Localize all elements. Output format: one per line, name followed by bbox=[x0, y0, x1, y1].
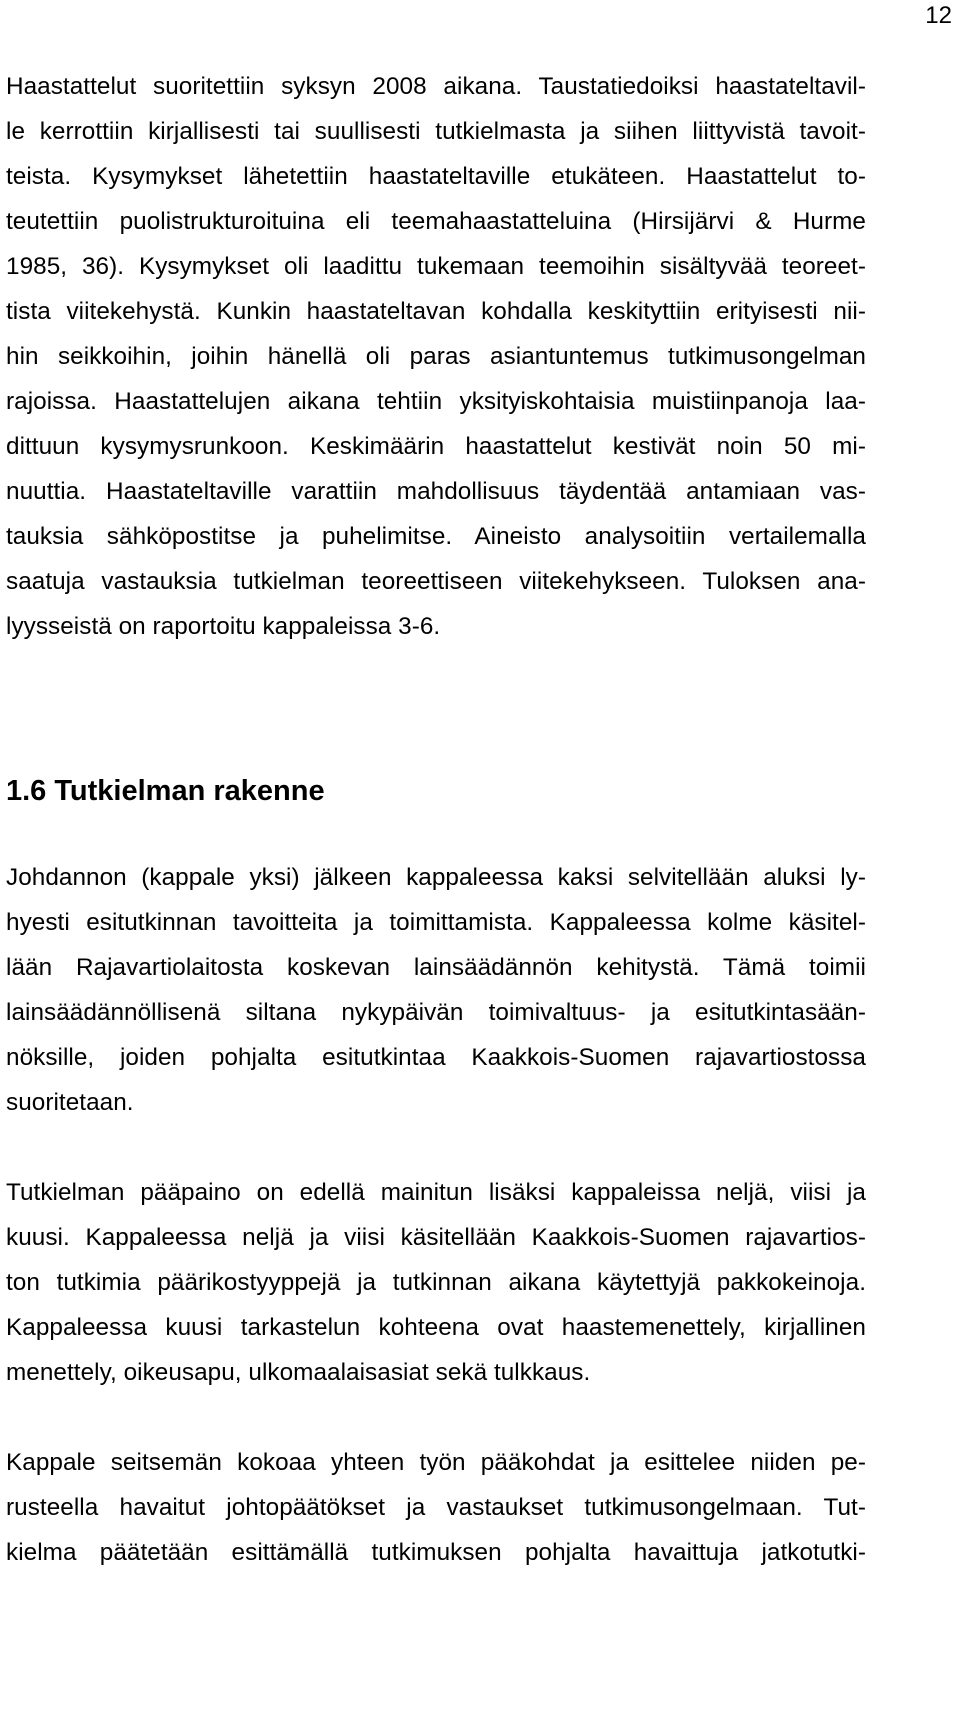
text-line: menettely, oikeusapu, ulkomaalaisasiat sekä tulkkaus. bbox=[6, 1359, 591, 1386]
text-line: saatuja vastauksia tutkielman teoreettiseen viitekehykseen. Tuloksen ana- bbox=[6, 568, 866, 595]
text-line: lainsäädännöllisenä siltana nykypäivän toimivaltuus- ja esitutkintasään- bbox=[6, 999, 866, 1026]
text-line: teutettiin puolistrukturoituina eli teemahaastatteluina (Hirsijärvi & Hurme bbox=[6, 208, 866, 235]
text-line: 1985, 36). Kysymykset oli laadittu tukemaan teemoihin sisältyvää teoreet- bbox=[6, 253, 866, 280]
text-line: kielma päätetään esittämällä tutkimuksen pohjalta havaittuja jatkotutki- bbox=[6, 1539, 866, 1566]
text-line: Kappale seitsemän kokoaa yhteen työn pääkohdat ja esittelee niiden pe- bbox=[6, 1449, 866, 1476]
text-line: Johdannon (kappale yksi) jälkeen kappaleessa kaksi selvitellään aluksi ly- bbox=[6, 864, 866, 891]
text-line: kuusi. Kappaleessa neljä ja viisi käsitellään Kaakkois-Suomen rajavartios- bbox=[6, 1224, 866, 1251]
page-number: 12 bbox=[925, 2, 952, 29]
text-line: hyesti esitutkinnan tavoitteita ja toimittamista. Kappaleessa kolme käsitel- bbox=[6, 909, 866, 936]
text-line: tista viitekehystä. Kunkin haastateltavan kohdalla keskityttiin erityisesti nii- bbox=[6, 298, 866, 325]
text-line: rusteella havaitut johtopäätökset ja vastaukset tutkimusongelmaan. Tut- bbox=[6, 1494, 866, 1521]
text-line: Haastattelut suoritettiin syksyn 2008 aikana. Taustatiedoiksi haastateltavil- bbox=[6, 73, 866, 100]
text-line: ton tutkimia päärikostyyppejä ja tutkinnan aikana käytettyjä pakkokeinoja. bbox=[6, 1269, 866, 1296]
text-line: nuuttia. Haastateltaville varattiin mahdollisuus täydentää antamiaan vas- bbox=[6, 478, 866, 505]
text-line: suoritetaan. bbox=[6, 1089, 134, 1116]
text-line: nöksille, joiden pohjalta esitutkintaa Kaakkois-Suomen rajavartiostossa bbox=[6, 1044, 866, 1071]
text-line: rajoissa. Haastattelujen aikana tehtiin yksityiskohtaisia muistiinpanoja laa- bbox=[6, 388, 866, 415]
text-line: hin seikkoihin, joihin hänellä oli paras asiantuntemus tutkimusongelman bbox=[6, 343, 866, 370]
text-line: Tutkielman pääpaino on edellä mainitun lisäksi kappaleissa neljä, viisi ja bbox=[6, 1179, 866, 1206]
text-line: le kerrottiin kirjallisesti tai suullisesti tutkielmasta ja siihen liittyvistä tavoit- bbox=[6, 118, 866, 145]
text-line: tauksia sähköpostitse ja puhelimitse. Aineisto analysoitiin vertailemalla bbox=[6, 523, 866, 550]
text-line: Kappaleessa kuusi tarkastelun kohteena ovat haastemenettely, kirjallinen bbox=[6, 1314, 866, 1341]
text-line: lään Rajavartiolaitosta koskevan lainsäädännön kehitystä. Tämä toimii bbox=[6, 954, 866, 981]
text-line: dittuun kysymysrunkoon. Keskimäärin haastattelut kestivät noin 50 mi- bbox=[6, 433, 866, 460]
text-line: lyysseistä on raportoitu kappaleissa 3-6. bbox=[6, 613, 441, 640]
section-heading: 1.6 Tutkielman rakenne bbox=[6, 775, 325, 807]
text-line: teista. Kysymykset lähetettiin haastateltaville etukäteen. Haastattelut to- bbox=[6, 163, 866, 190]
